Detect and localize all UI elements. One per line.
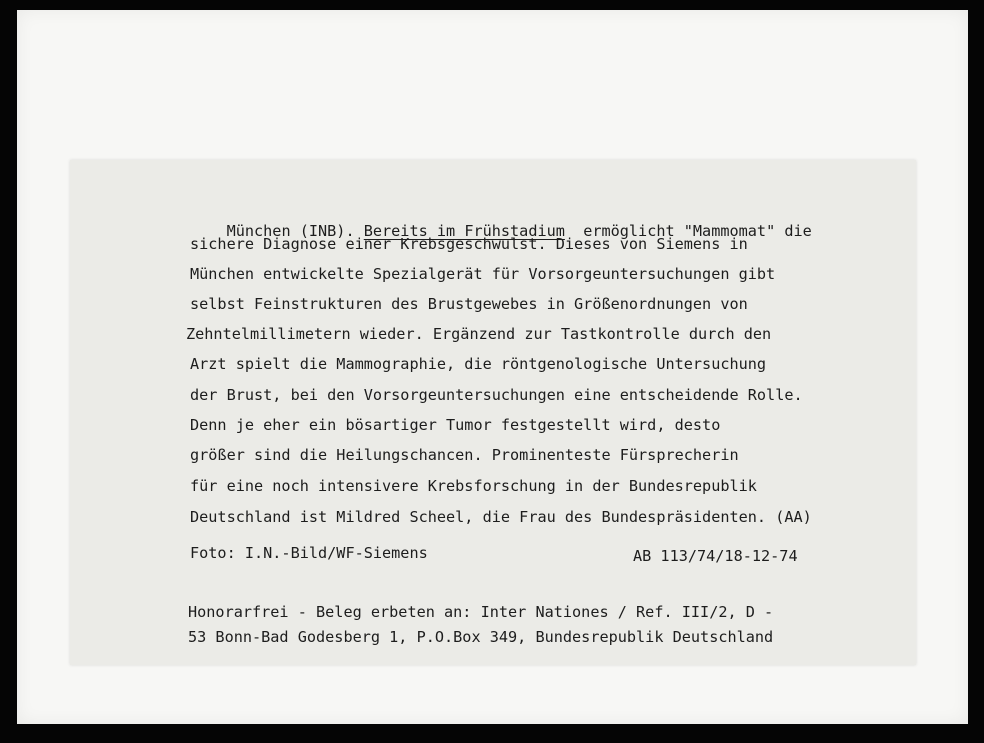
body-line-1-tail: ermöglicht "Mammomat" die	[564, 222, 812, 240]
body-line-6: Arzt spielt die Mammographie, die röntgenologische Untersuchung	[190, 355, 767, 373]
caption-label	[70, 160, 916, 665]
body-line-1-lead: München (INB).	[226, 222, 364, 240]
body-line-5: Zehntelmillimetern wieder. Ergänzend zur Tastkontrolle durch den	[186, 325, 772, 343]
body-line-4: selbst Feinstrukturen des Brustgewebes in Größenordnungen von	[190, 295, 748, 313]
body-line-11: Deutschland ist Mildred Scheel, die Frau des Bundespräsidenten. (AA)	[190, 508, 812, 526]
footer-line-2: 53 Bonn-Bad Godesberg 1, P.O.Box 349, Bundesrepublik Deutschland	[188, 628, 774, 646]
body-line-10: für eine noch intensivere Krebsforschung in der Bundesrepublik	[190, 477, 757, 495]
body-line-7: der Brust, bei den Vorsorgeuntersuchungen eine entscheidende Rolle.	[190, 386, 803, 404]
body-line-3: München entwickelte Spezialgerät für Vorsorgeuntersuchungen gibt	[190, 265, 776, 283]
footer-line-1: Honorarfrei - Beleg erbeten an: Inter Nationes / Ref. III/2, D -	[188, 603, 774, 621]
body-line-9: größer sind die Heilungschancen. Prominenteste Fürsprecherin	[190, 446, 739, 464]
body-line-2: sichere Diagnose einer Krebsgeschwulst. Dieses von Siemens in	[190, 235, 748, 253]
body-line-8: Denn je eher ein bösartiger Tumor festgestellt wird, desto	[190, 416, 721, 434]
underlined-phrase: Bereits im Frühstadium	[363, 222, 565, 240]
photo-credit: Foto: I.N.-Bild/WF-Siemens	[190, 544, 428, 562]
reference-code: AB 113/74/18-12-74	[633, 547, 798, 565]
